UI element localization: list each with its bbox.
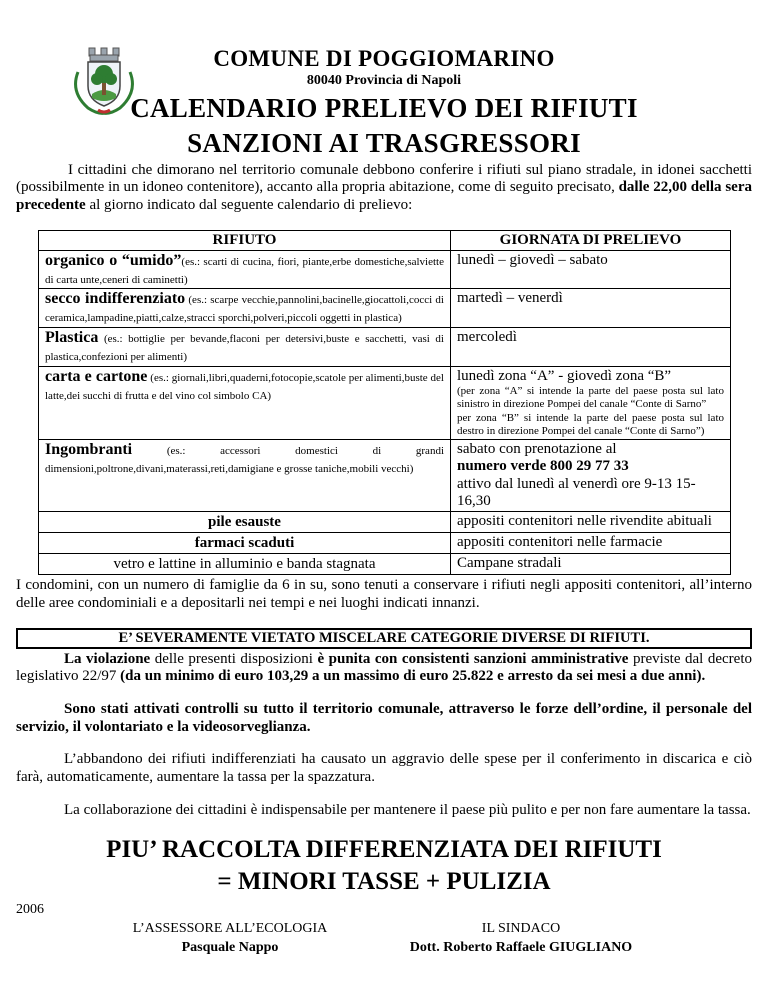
waste-type-cell bbox=[39, 289, 451, 328]
table-row-plastica bbox=[39, 328, 731, 367]
violation-bold-1: La violazione bbox=[64, 650, 155, 667]
mayor-signature bbox=[386, 920, 656, 956]
document-title-line1: CALENDARIO PRELIEVO DEI RIFIUTI bbox=[130, 93, 638, 123]
waste-type-cell bbox=[39, 440, 451, 512]
pickup-day: appositi contenitori nelle farmacie bbox=[457, 534, 663, 551]
waste-type-cell bbox=[39, 512, 451, 533]
pickup-day-cell bbox=[451, 554, 731, 575]
pickup-day: Campane stradali bbox=[457, 555, 562, 572]
pickup-day-cell bbox=[451, 328, 731, 367]
pickup-day: martedì – venerdì bbox=[457, 290, 563, 307]
assessor-title: L’ASSESSORE ALL’ECOLOGIA bbox=[132, 921, 328, 937]
intro-text-bold: dalle 22,00 della sera precedente bbox=[16, 179, 752, 213]
assessor-name: Pasquale Nappo bbox=[181, 939, 279, 955]
closing-slogan-line2: = MINORI TASSE + PULIZIA bbox=[217, 868, 551, 896]
pickup-day: mercoledì bbox=[457, 329, 517, 346]
closing-slogan-line1: PIU’ RACCOLTA DIFFERENZIATA DEI RIFIUTI bbox=[106, 836, 662, 864]
waste-type-name: farmaci scaduti bbox=[194, 535, 295, 552]
pickup-day: appositi contenitori nelle rivendite abituali bbox=[457, 513, 712, 530]
waste-type-name: Plastica bbox=[45, 329, 99, 347]
table-header-row bbox=[39, 230, 731, 250]
province-line: 80040 Provincia di Napoli bbox=[306, 73, 462, 88]
intro-paragraph bbox=[16, 162, 752, 215]
waste-type-desc: (es.: bottiglie per bevande,flaconi per detersivi,buste e sacchetti, vasi di plastica,confezioni per alimenti) bbox=[45, 333, 444, 364]
toll-free-number: numero verde 800 29 77 33 bbox=[457, 458, 629, 475]
pickup-day-note-zone-b: per zona “B” si intende la parte del paese posta sul lato destro in direzione Pompei del canale “Conte di Sarno”) bbox=[457, 411, 724, 437]
waste-type-name: organico o “umido” bbox=[45, 251, 182, 269]
pickup-day: lunedì – giovedì – sabato bbox=[457, 251, 608, 268]
table-row-secco bbox=[39, 289, 731, 328]
intro-text-1: I cittadini che dimorano nel territorio comunale debbono conferire i rifiuti sul piano stradale, in idonei sacchetti (possibilmente in un idoneo contenitore), accanto alla propria abitazione, come di seguito precisato, bbox=[16, 161, 752, 196]
pickup-day-note-zone-a: (per zona “A” si intende la parte del paese posta sul lato sinistro in direzione Pompei del canale “Conte di Sarno” bbox=[457, 385, 724, 411]
table-row-carta bbox=[39, 367, 731, 440]
pickup-day-cell bbox=[451, 289, 731, 328]
waste-type-cell bbox=[39, 367, 451, 440]
table-row-organico bbox=[39, 250, 731, 289]
pickup-day-cell bbox=[451, 512, 731, 533]
commune-coat-of-arms-icon bbox=[68, 46, 140, 116]
table-row-pile bbox=[39, 512, 731, 533]
condomini-paragraph: I condomini, con un numero di famiglie da 6 in su, sono tenuti a conservare i rifiuti negli appositi contenitori, all’interno delle aree condominiali e a depositarli nei tempi e nei luoghi indicati innanzi. bbox=[16, 577, 752, 611]
closing-slogan bbox=[16, 834, 752, 898]
waste-type-name: carta e cartone bbox=[45, 368, 148, 386]
waste-type-name: vetro e lattine in alluminio e banda stagnata bbox=[113, 556, 376, 573]
pickup-day-cell bbox=[451, 440, 731, 512]
waste-type-desc: (es.: scarti di cucina, fiori, piante,erbe domestiche,salviette di carta unte,ceneri di caminetti) bbox=[45, 255, 444, 286]
waste-type-desc: (es.: giornali,libri,quaderni,fotocopie,scatole per alimenti,buste del latte,dei succhi di frutta e del vino col simbolo CA) bbox=[45, 372, 444, 402]
waste-type-cell bbox=[39, 328, 451, 367]
table-row-farmaci bbox=[39, 533, 731, 554]
violation-bold-3: (da un minimo di euro 103,29 a un massimo di euro 25.822 e arresto da sei mesi a due anni). bbox=[120, 668, 706, 685]
waste-type-desc: (es.: scarpe vecchie,pannolini,bacinelle,giocattoli,cocci di ceramica,lampadine,piatti,calze,stracci sporchi,polveri,piccoli oggetti in plastica) bbox=[45, 294, 444, 325]
waste-type-name: Ingombranti bbox=[45, 441, 133, 459]
controls-paragraph: Sono stati attivati controlli su tutto il territorio comunale, attraverso le forze dell’ordine, il personale del servizio, il volontariato e la videosorveglianza. bbox=[16, 701, 752, 735]
col-header-giornata: GIORNATA DI PRELIEVO bbox=[451, 230, 731, 250]
waste-calendar-table bbox=[38, 230, 731, 576]
document-header bbox=[16, 46, 752, 159]
pickup-day-cell bbox=[451, 533, 731, 554]
collaboration-paragraph: La collaborazione dei cittadini è indispensabile per mantenere il paese più pulito e per non fare aumentare la tassa. bbox=[64, 801, 751, 818]
violation-regular-1: delle presenti disposizioni bbox=[154, 650, 318, 667]
pickup-day: lunedì zona “A” - giovedì zona “B” bbox=[457, 368, 672, 385]
waste-type-name: secco indifferenziato bbox=[45, 290, 186, 308]
document-title-line2: SANZIONI AI TRASGRESSORI bbox=[187, 127, 581, 158]
mayor-name: Dott. Roberto Raffaele GIUGLIANO bbox=[409, 939, 633, 955]
mayor-title: IL SINDACO bbox=[481, 921, 561, 937]
year-label: 2006 bbox=[16, 902, 44, 918]
violation-paragraph bbox=[16, 651, 752, 686]
intro-text-2: al giorno indicato dal seguente calendario di prelievo: bbox=[85, 196, 413, 213]
violation-bold-2: è punita con consistenti sanzioni amministrative bbox=[317, 650, 633, 667]
abandonment-paragraph: L’abbandono dei rifiuti indifferenziati ha causato un aggravio delle spese per il conferimento in discarica e ciò farà, automaticamente, aumentare la tassa per la spazzatura. bbox=[16, 751, 752, 786]
prohibition-banner: E’ SEVERAMENTE VIETATO MISCELARE CATEGORIE DIVERSE DI RIFIUTI. bbox=[16, 628, 752, 649]
pickup-day-cell bbox=[451, 250, 731, 289]
pickup-day-cell bbox=[451, 367, 731, 440]
table-row-vetro bbox=[39, 554, 731, 575]
waste-type-desc: (es.: accessori domestici di grandi dimensioni,poltrone,divani,materassi,reti,damigiane e grosse taniche,mobili vecchi) bbox=[45, 445, 444, 475]
waste-type-cell bbox=[39, 250, 451, 289]
col-header-rifiuto: RIFIUTO bbox=[39, 230, 451, 250]
waste-type-name: pile esauste bbox=[208, 514, 281, 531]
violation-regular-2: previste dal decreto legislativo 22/97 bbox=[16, 650, 753, 685]
signature-block bbox=[16, 920, 752, 956]
pickup-day: sabato con prenotazione al bbox=[457, 441, 617, 458]
table-row-ingombranti bbox=[39, 440, 731, 512]
waste-type-cell bbox=[39, 554, 451, 575]
pickup-day-hours: attivo dal lunedì al venerdì ore 9-13 15-16,30 bbox=[457, 475, 696, 509]
assessor-signature bbox=[100, 920, 360, 956]
waste-type-cell bbox=[39, 533, 451, 554]
commune-name: COMUNE DI POGGIOMARINO bbox=[213, 46, 555, 71]
